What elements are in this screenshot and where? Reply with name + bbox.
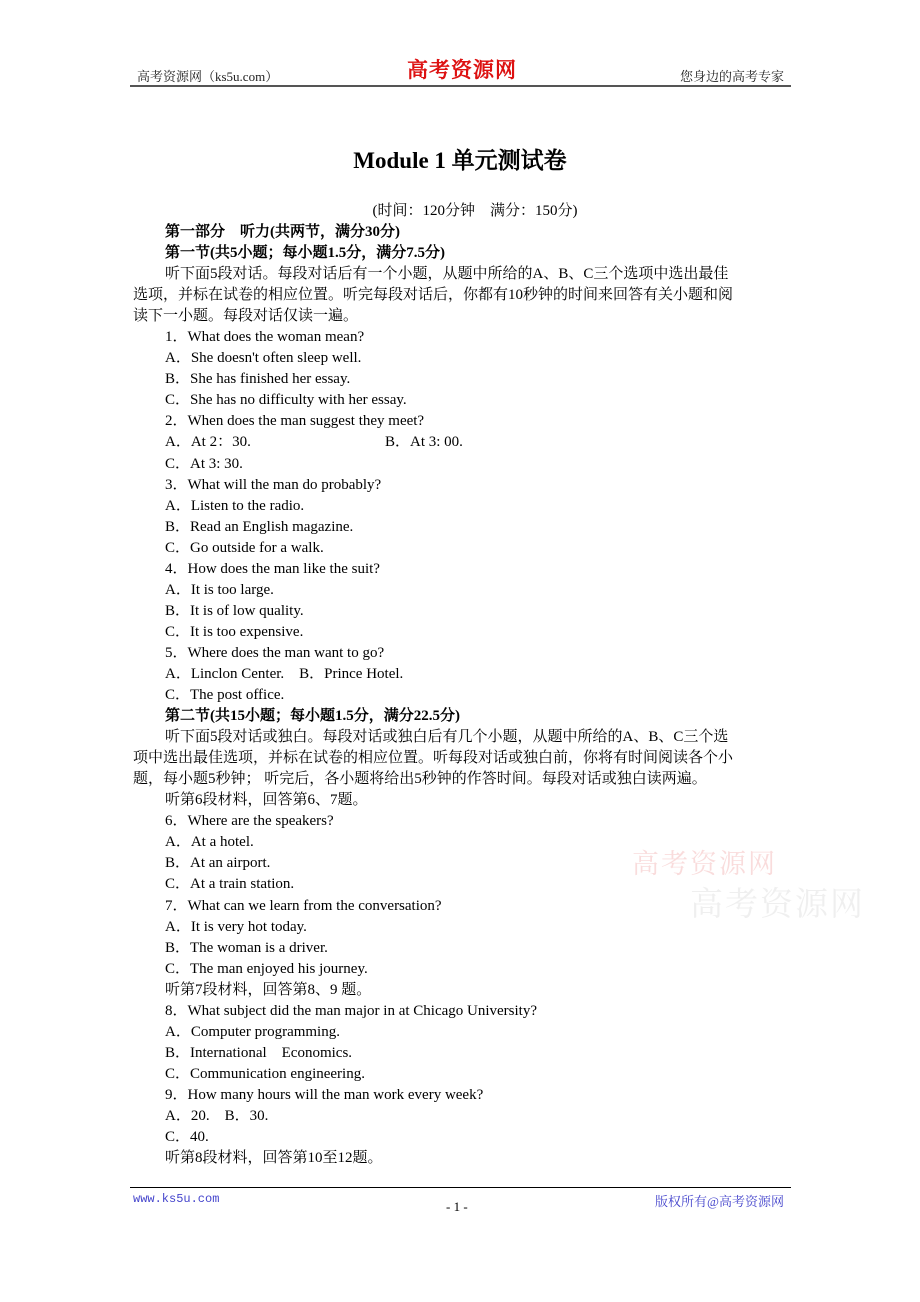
line-text: C．Go outside for a walk. — [165, 539, 324, 556]
line-text: 2．When does the man suggest they meet? — [165, 413, 425, 430]
text-line — [133, 348, 793, 369]
text-line — [133, 1064, 793, 1085]
text-line — [133, 1085, 793, 1106]
text-line — [133, 643, 793, 664]
text-line — [133, 685, 793, 706]
line-text: B．The woman is a driver. — [165, 939, 328, 956]
text-line — [133, 475, 793, 496]
text-line — [133, 1001, 793, 1022]
section-heading — [133, 706, 793, 727]
line-text: C．She has no difficulty with her essay. — [165, 392, 407, 409]
section-heading — [133, 243, 793, 264]
text-line — [133, 559, 793, 580]
text-line — [133, 327, 793, 348]
text-line — [133, 1106, 793, 1127]
line-text: A．It is very hot today. — [165, 918, 307, 935]
line-text: B．It is of low quality. — [165, 602, 304, 619]
option-text: B．At 3: 00. — [385, 434, 463, 451]
line-text: 第二节(共15小题；每小题1.5分，满分22.5分) — [165, 708, 460, 725]
text-line — [133, 1148, 793, 1169]
line-text: C．The post office. — [165, 687, 285, 704]
line-text: A．It is too large. — [165, 581, 274, 598]
line-text: A．At 2：30. — [165, 434, 251, 451]
line-text: A．Listen to the radio. — [165, 497, 305, 514]
header-rule — [130, 85, 791, 87]
footer-url[interactable]: www.ks5u.com — [133, 1192, 220, 1206]
line-text: B．Read an English magazine. — [165, 518, 354, 535]
text-line — [133, 306, 793, 327]
line-text: 1．What does the woman mean? — [165, 329, 365, 346]
footer-copyright: 版权所有@高考资源网 — [655, 1194, 784, 1209]
line-text: 题，每小题5秒钟； 听完后，各小题将给出5秒钟的作答时间。每段对话或独白读两遍。 — [133, 771, 707, 788]
text-line — [133, 538, 793, 559]
header-site-name: 高考资源网（ks5u.com） — [137, 69, 279, 84]
text-line — [133, 496, 793, 517]
text-line — [133, 411, 793, 432]
text-line — [133, 769, 793, 790]
text-line — [133, 601, 793, 622]
text-line — [133, 1127, 793, 1148]
line-text: 读下一小题。每段对话仅读一遍。 — [133, 308, 359, 325]
text-line — [133, 748, 793, 769]
text-line — [133, 454, 793, 475]
line-text: 4．How does the man like the suit? — [165, 560, 380, 577]
line-text: 选项，并标在试卷的相应位置。听完每段对话后，你都有10秒钟的时间来回答有关小题和阅 — [133, 287, 734, 304]
exam-info: (时间：120分钟 满分：150分) — [372, 203, 578, 219]
line-text: 8．What subject did the man major in at Chicago University? — [165, 1002, 537, 1019]
line-text: A．Linclon Center. B．Prince Hotel. — [165, 665, 404, 682]
header-logo: 高考资源网 — [407, 57, 517, 82]
line-text: 5．Where does the man want to go? — [165, 644, 385, 661]
line-text: 听下面5段对话或独白。每段对话或独白后有几个小题，从题中所给的A、B、C三个选 — [165, 729, 729, 746]
text-line — [133, 980, 793, 1001]
text-line — [133, 727, 793, 748]
text-line — [133, 264, 793, 285]
text-line — [133, 580, 793, 601]
text-line — [133, 517, 793, 538]
line-text: B．At an airport. — [165, 855, 271, 872]
text-line — [133, 959, 793, 980]
header-slogan: 您身边的高考专家 — [679, 69, 784, 84]
line-text: 听下面5段对话。每段对话后有一个小题，从题中所给的A、B、C三个选项中选出最佳 — [165, 266, 729, 283]
line-text: 7．What can we learn from the conversation? — [165, 897, 442, 914]
line-text: 听第7段材料，回答第8、9 题。 — [165, 981, 372, 998]
line-text: 6．Where are the speakers? — [165, 813, 334, 830]
line-text: 9．How many hours will the man work every week? — [165, 1086, 484, 1103]
text-line — [133, 285, 793, 306]
text-line — [133, 432, 793, 453]
line-text: 第一部分 听力(共两节，满分30分) — [165, 224, 400, 240]
text-line — [133, 1022, 793, 1043]
page-number: - 1 - — [446, 1199, 468, 1214]
text-line — [133, 369, 793, 390]
line-text: C．40. — [165, 1129, 209, 1146]
text-line — [133, 664, 793, 685]
text-line — [133, 790, 793, 811]
line-text: A．20. B．30. — [165, 1107, 269, 1124]
text-line — [133, 811, 793, 832]
text-line — [133, 622, 793, 643]
text-line — [133, 938, 793, 959]
line-text: C．At 3: 30. — [165, 455, 243, 472]
line-text: B．She has finished her essay. — [165, 371, 351, 388]
line-text: 听第8段材料，回答第10至12题。 — [165, 1150, 383, 1167]
document-body — [133, 222, 793, 1169]
line-text: B．International Economics. — [165, 1044, 353, 1061]
line-text: C．Communication engineering. — [165, 1065, 365, 1082]
line-text: 3．What will the man do probably? — [165, 476, 382, 493]
footer-rule — [130, 1187, 791, 1188]
section-heading — [133, 222, 793, 243]
watermark-logo-shadow: 高考资源网 — [690, 884, 865, 923]
line-text: A．Computer programming. — [165, 1023, 340, 1040]
text-line — [133, 390, 793, 411]
line-text: 项中选出最佳选项，并标在试卷的相应位置。听每段对话或独白前，你将有时间阅读各个小 — [133, 750, 734, 767]
line-text: C．It is too expensive. — [165, 623, 304, 640]
line-text: A．She doesn't often sleep well. — [165, 350, 362, 367]
line-text: 第一节(共5小题；每小题1.5分，满分7.5分) — [165, 245, 445, 262]
line-text: C．The man enjoyed his journey. — [165, 960, 368, 977]
page-title: Module 1 单元测试卷 — [353, 148, 567, 173]
line-text: A．At a hotel. — [165, 834, 254, 851]
text-line — [133, 1043, 793, 1064]
line-text: 听第6段材料，回答第6、7题。 — [165, 792, 368, 809]
line-text: C．At a train station. — [165, 876, 295, 893]
watermark-logo: 高考资源网 — [632, 849, 777, 880]
